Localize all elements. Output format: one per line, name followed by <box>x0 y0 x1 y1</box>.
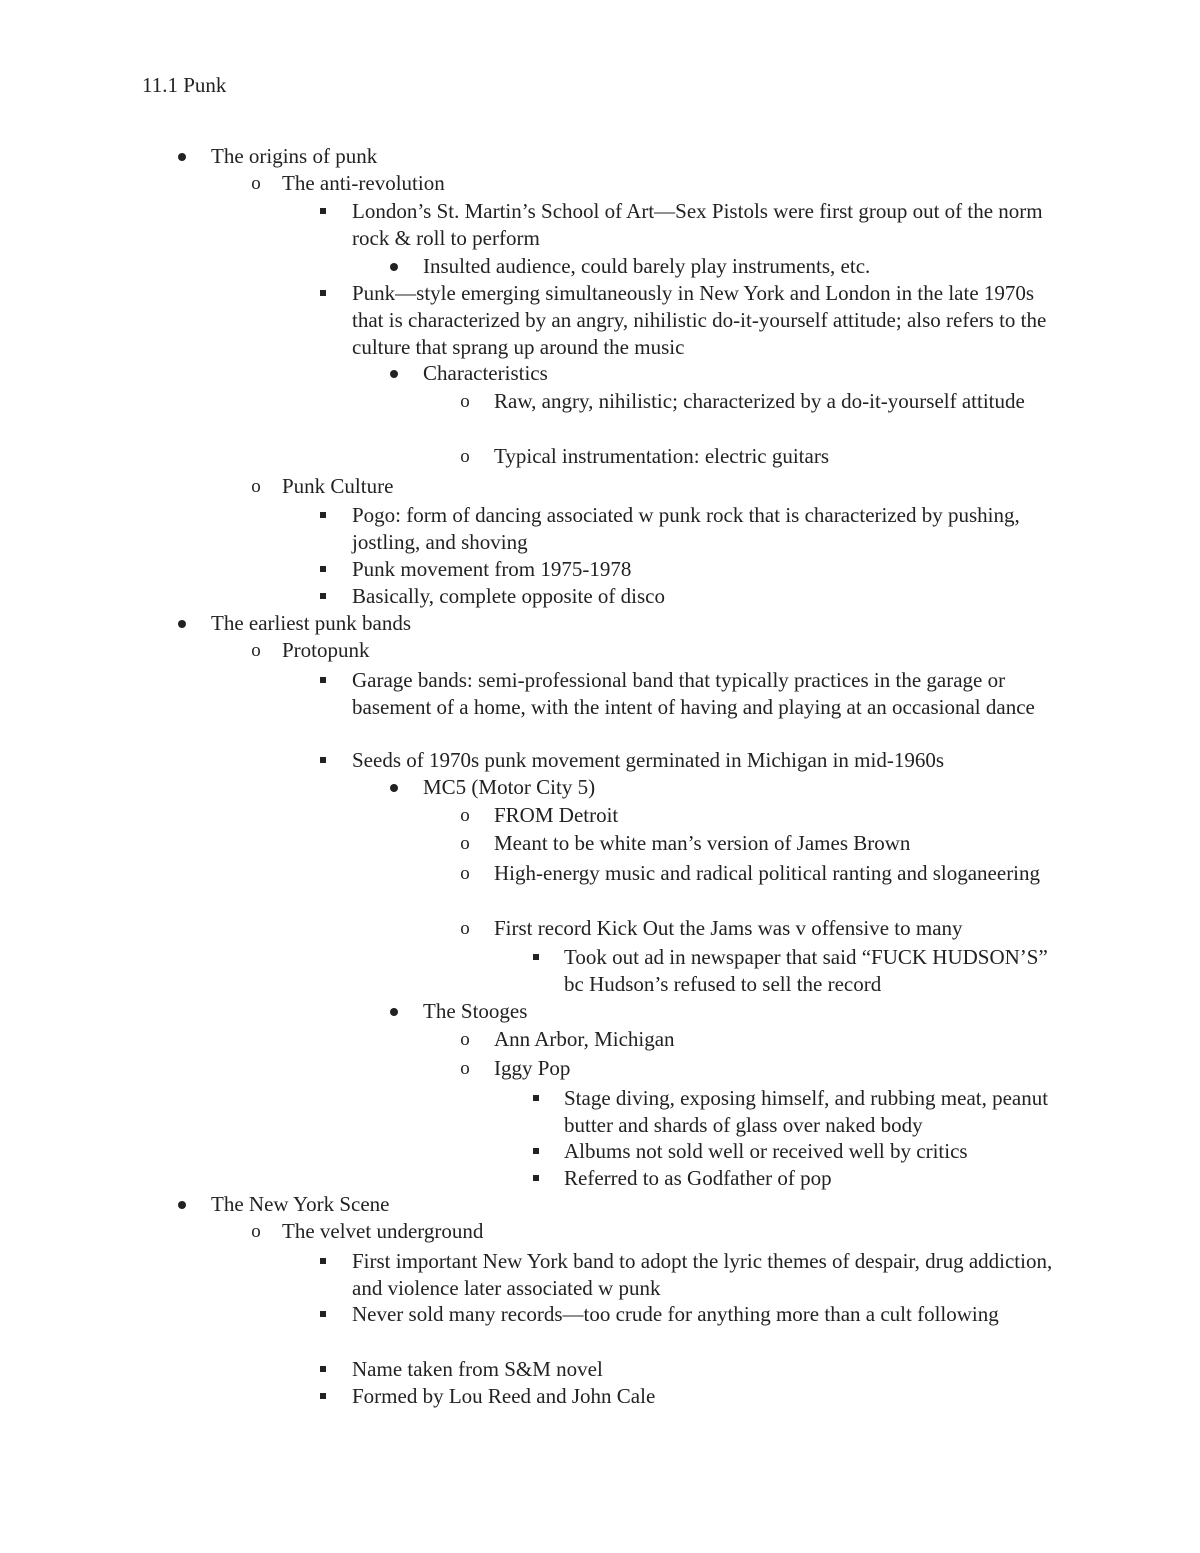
list-item <box>455 830 1060 857</box>
list-item-text: Never sold many records—too crude for anything more than a cult following <box>352 1302 999 1326</box>
bullet-circle-icon: o <box>460 833 470 854</box>
list-item <box>384 253 1060 280</box>
list-item-text: Protopunk <box>282 638 370 662</box>
list-item-text: Stage diving, exposing himself, and rubbing meat, peanut butter and shards of glass over naked body <box>564 1086 1049 1137</box>
list-item-text: Seeds of 1970s punk movement germinated in Michigan in mid-1960s <box>352 748 944 772</box>
list-item <box>526 1085 1060 1139</box>
list-item <box>455 802 1060 829</box>
list-item-text: Basically, complete opposite of disco <box>352 584 665 608</box>
list-item-text: Punk—style emerging simultaneously in New York and London in the late 1970s that is characterized by an angry, nihilistic do-it-yourself attitude; also refers to the culture that sprang up around the music <box>352 281 1047 359</box>
bullet-circle-icon: o <box>251 1221 261 1242</box>
list-item <box>313 502 1060 556</box>
list-item <box>526 1165 1060 1192</box>
list-item <box>384 360 1060 387</box>
list-item <box>172 143 1060 170</box>
list-item <box>313 198 1060 252</box>
list-item-text: FROM Detroit <box>494 803 619 827</box>
list-item <box>526 1138 1060 1165</box>
bullet-circle-icon: o <box>251 476 261 497</box>
list-item <box>313 1383 1060 1410</box>
list-item-text: Referred to as Godfather of pop <box>564 1166 832 1190</box>
list-item-text: Formed by Lou Reed and John Cale <box>352 1384 656 1408</box>
list-item <box>313 1248 1060 1302</box>
list-item-text: The earliest punk bands <box>211 611 412 635</box>
list-item-text: The origins of punk <box>211 144 378 168</box>
bullet-circle-icon: o <box>460 391 470 412</box>
list-item <box>313 583 1060 610</box>
list-item-text: Punk Culture <box>282 474 394 498</box>
list-item <box>455 1055 1060 1082</box>
list-item-text: The Stooges <box>423 999 528 1023</box>
list-item-text: Garage bands: semi-professional band that typically practices in the garage or basement of a home, with the intent of having and playing at an occasional dance <box>352 668 1035 719</box>
list-item <box>455 915 1060 942</box>
bullet-circle-icon: o <box>251 640 261 661</box>
list-item <box>526 944 1060 998</box>
list-item-text: Meant to be white man’s version of James Brown <box>494 831 911 855</box>
list-item <box>384 998 1060 1025</box>
bullet-circle-icon: o <box>460 863 470 884</box>
bullet-circle-icon: o <box>460 446 470 467</box>
list-item-text: The velvet underground <box>282 1219 484 1243</box>
list-item <box>172 1191 1060 1218</box>
list-item-text: London’s St. Martin’s School of Art—Sex Pistols were first group out of the norm rock & roll to perform <box>352 199 1043 250</box>
list-item-text: Raw, angry, nihilistic; characterized by a do-it-yourself attitude <box>494 389 1025 413</box>
bullet-circle-icon: o <box>460 1058 470 1079</box>
list-item <box>313 667 1060 721</box>
list-item <box>384 774 1060 801</box>
bullet-circle-icon: o <box>460 1029 470 1050</box>
list-item <box>246 637 1060 664</box>
list-item-text: Characteristics <box>423 361 548 385</box>
list-item-text: Insulted audience, could barely play instruments, etc. <box>423 254 871 278</box>
list-item-text: High-energy music and radical political ranting and sloganeering <box>494 861 1041 885</box>
list-item-text: Took out ad in newspaper that said “FUCK HUDSON’S” bc Hudson’s refused to sell the record <box>564 945 1048 996</box>
page-title: 11.1 Punk <box>142 73 227 97</box>
list-item <box>172 610 1060 637</box>
list-item <box>246 473 1060 500</box>
bullet-circle-icon: o <box>251 173 261 194</box>
list-item-text: Pogo: form of dancing associated w punk rock that is characterized by pushing, jostling, and shoving <box>352 503 1020 554</box>
list-item-text: MC5 (Motor City 5) <box>423 775 596 799</box>
bullet-circle-icon: o <box>460 805 470 826</box>
list-item <box>313 280 1060 361</box>
list-item-text: The anti-revolution <box>282 171 445 195</box>
bullet-circle-icon: o <box>460 918 470 939</box>
list-item <box>313 747 1060 774</box>
list-item <box>455 860 1060 887</box>
list-item-text: Ann Arbor, Michigan <box>494 1027 675 1051</box>
list-item-text: Albums not sold well or received well by critics <box>564 1139 968 1163</box>
list-item-text: The New York Scene <box>211 1192 390 1216</box>
list-item <box>313 1356 1060 1383</box>
list-item <box>455 1026 1060 1053</box>
list-item-text: First important New York band to adopt the lyric themes of despair, drug addiction, and violence later associated w punk <box>352 1249 1053 1300</box>
list-item-text: Name taken from S&M novel <box>352 1357 603 1381</box>
list-item-text: Punk movement from 1975-1978 <box>352 557 632 581</box>
list-item <box>246 1218 1060 1245</box>
list-item <box>313 1301 1060 1328</box>
list-item <box>246 170 1060 197</box>
list-item <box>455 388 1060 415</box>
list-item <box>455 443 1060 470</box>
list-item-text: Iggy Pop <box>494 1056 571 1080</box>
list-item <box>313 556 1060 583</box>
list-item-text: Typical instrumentation: electric guitars <box>494 444 830 468</box>
list-item-text: First record Kick Out the Jams was v offensive to many <box>494 916 963 940</box>
